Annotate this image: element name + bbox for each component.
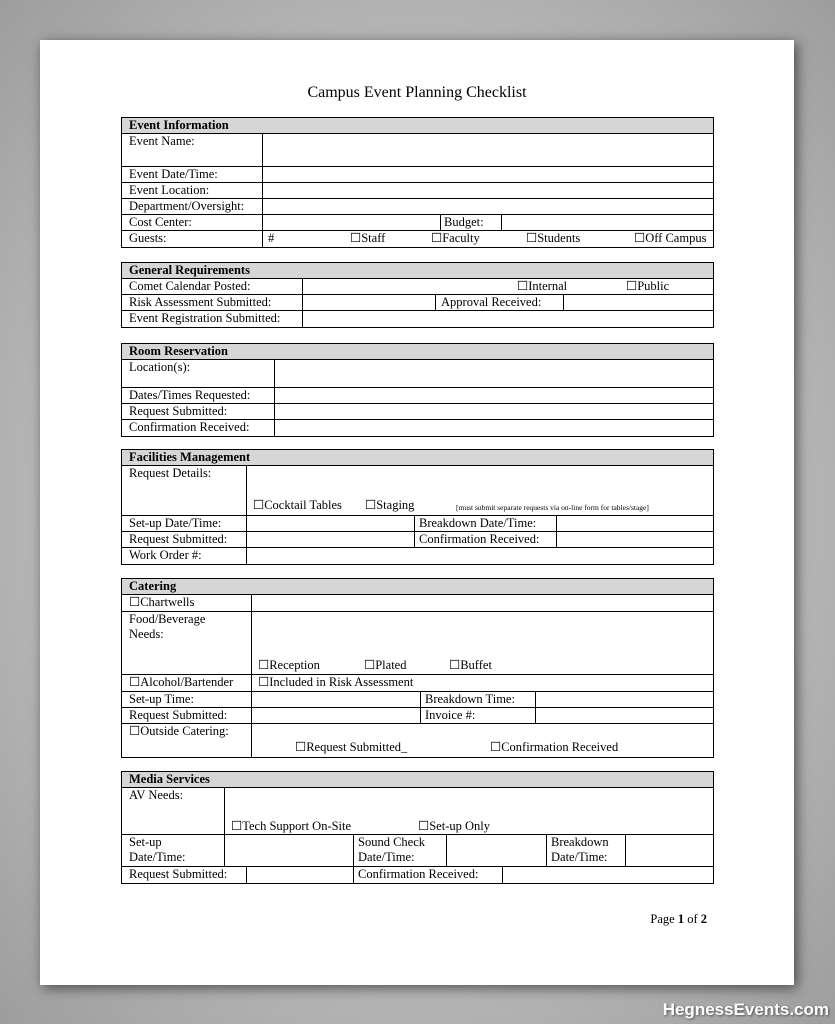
invoice-label: Invoice #: bbox=[425, 708, 476, 722]
cost-center-label: Cost Center: bbox=[129, 215, 192, 229]
section-general-requirements bbox=[121, 262, 714, 328]
checkbox-icon: ☐ bbox=[431, 231, 443, 245]
locations-label: Location(s): bbox=[129, 360, 191, 374]
event-datetime-label: Event Date/Time: bbox=[129, 167, 218, 181]
section-header: Facilities Management bbox=[122, 450, 713, 466]
checkbox-icon: ☐ bbox=[129, 724, 141, 738]
row-schedule bbox=[122, 835, 713, 867]
alcohol-bartender-checkbox[interactable]: ☐Alcohol/Bartender bbox=[129, 675, 234, 689]
checkbox-icon: ☐ bbox=[129, 595, 141, 609]
row-event-location bbox=[122, 183, 713, 199]
checkbox-icon: ☐ bbox=[626, 279, 638, 293]
setup-time-label: Set-up Time: bbox=[129, 692, 194, 706]
row-request-confirmation bbox=[122, 867, 713, 883]
request-submitted-label: Request Submitted: bbox=[129, 708, 228, 722]
plated-checkbox[interactable]: ☐Plated bbox=[364, 658, 407, 672]
section-facilities-management bbox=[121, 449, 714, 565]
row-av-needs bbox=[122, 788, 713, 835]
checkbox-icon: ☐ bbox=[418, 819, 430, 833]
row-guests bbox=[122, 231, 713, 247]
row-event-name bbox=[122, 134, 713, 167]
off-campus-checkbox[interactable]: ☐Off Campus bbox=[634, 231, 707, 245]
staff-checkbox[interactable]: ☐Staff bbox=[350, 231, 386, 245]
students-checkbox[interactable]: ☐Students bbox=[526, 231, 581, 245]
page-number: Page 1 of 2 bbox=[650, 912, 707, 926]
budget-label: Budget: bbox=[444, 215, 484, 229]
cocktail-tables-checkbox[interactable]: ☐Cocktail Tables bbox=[253, 498, 342, 512]
breakdown-label: Breakdown bbox=[551, 835, 609, 849]
confirmation-received-label: Confirmation Received: bbox=[419, 532, 540, 546]
section-header: Media Services bbox=[122, 772, 713, 788]
row-event-datetime bbox=[122, 167, 713, 183]
checkbox-icon: ☐ bbox=[258, 675, 270, 689]
checkbox-icon: ☐ bbox=[449, 658, 461, 672]
row-setup-time bbox=[122, 692, 713, 708]
guest-count-hash: # bbox=[268, 231, 275, 245]
checkbox-icon: ☐ bbox=[364, 658, 376, 672]
section-room-reservation bbox=[121, 343, 714, 437]
outside-request-submitted-checkbox[interactable]: ☐Request Submitted_ bbox=[295, 740, 408, 754]
row-risk-assessment bbox=[122, 295, 713, 311]
event-location-label: Event Location: bbox=[129, 183, 210, 197]
department-label: Department/Oversight: bbox=[129, 199, 245, 213]
section-catering bbox=[121, 578, 714, 758]
document-title: Campus Event Planning Checklist bbox=[307, 84, 527, 101]
buffet-checkbox[interactable]: ☐Buffet bbox=[449, 658, 492, 672]
row-work-order bbox=[122, 548, 713, 564]
sound-check-datetime-label: Date/Time: bbox=[358, 850, 415, 864]
section-header: Event Information bbox=[122, 118, 713, 134]
row-alcohol bbox=[122, 675, 713, 692]
dates-requested-label: Dates/Times Requested: bbox=[129, 388, 251, 402]
breakdown-time-label: Breakdown Time: bbox=[425, 692, 515, 706]
row-outside-catering bbox=[122, 724, 713, 757]
row-request-submitted bbox=[122, 404, 713, 420]
separate-request-note: [must submit separate requests via on-line form for tables/stage] bbox=[456, 503, 649, 512]
section-header: General Requirements bbox=[122, 263, 713, 279]
checkbox-icon: ☐ bbox=[231, 819, 243, 833]
risk-assessment-label: Risk Assessment Submitted: bbox=[129, 295, 272, 309]
checkbox-icon: ☐ bbox=[350, 231, 362, 245]
checkbox-icon: ☐ bbox=[253, 498, 265, 512]
confirmation-received-label: Confirmation Received: bbox=[129, 420, 250, 434]
setup-datetime-label: Set-up Date/Time: bbox=[129, 516, 222, 530]
section-event-information bbox=[121, 117, 714, 248]
comet-calendar-label: Comet Calendar Posted: bbox=[129, 279, 251, 293]
checkbox-icon: ☐ bbox=[258, 658, 270, 672]
checkbox-icon: ☐ bbox=[634, 231, 646, 245]
checkbox-icon: ☐ bbox=[526, 231, 538, 245]
internal-checkbox[interactable]: ☐Internal bbox=[517, 279, 568, 293]
row-dates-requested bbox=[122, 388, 713, 404]
request-submitted-label: Request Submitted: bbox=[129, 867, 228, 881]
av-needs-label: AV Needs: bbox=[129, 788, 184, 802]
included-risk-checkbox[interactable]: ☐Included in Risk Assessment bbox=[258, 675, 414, 689]
row-request-details bbox=[122, 466, 713, 516]
checkbox-icon: ☐ bbox=[365, 498, 377, 512]
sound-check-label: Sound Check bbox=[358, 835, 426, 849]
row-registration bbox=[122, 311, 713, 327]
public-checkbox[interactable]: ☐Public bbox=[626, 279, 670, 293]
row-locations bbox=[122, 360, 713, 388]
chartwells-checkbox[interactable]: ☐Chartwells bbox=[129, 595, 195, 609]
food-beverage-label: Food/Beverage bbox=[129, 612, 206, 626]
row-setup-datetime bbox=[122, 516, 713, 532]
guests-label: Guests: bbox=[129, 231, 167, 245]
watermark: HegnessEvents.com bbox=[662, 1000, 829, 1019]
approval-received-label: Approval Received: bbox=[441, 295, 542, 309]
setup-datetime-label: Date/Time: bbox=[129, 850, 186, 864]
event-name-label: Event Name: bbox=[129, 134, 195, 148]
checkbox-icon: ☐ bbox=[295, 740, 307, 754]
setup-label: Set-up bbox=[129, 835, 162, 849]
faculty-checkbox[interactable]: ☐Faculty bbox=[431, 231, 480, 245]
row-request-submitted bbox=[122, 532, 713, 548]
needs-label: Needs: bbox=[129, 627, 164, 641]
section-header: Catering bbox=[122, 579, 713, 595]
checkbox-icon: ☐ bbox=[129, 675, 141, 689]
confirmation-received-label: Confirmation Received: bbox=[358, 867, 479, 881]
reception-checkbox[interactable]: ☐Reception bbox=[258, 658, 320, 672]
staging-checkbox[interactable]: ☐Staging bbox=[365, 498, 415, 512]
checkbox-icon: ☐ bbox=[517, 279, 529, 293]
request-submitted-label: Request Submitted: bbox=[129, 404, 228, 418]
outside-catering-checkbox[interactable]: ☐Outside Catering: bbox=[129, 724, 229, 738]
document-page bbox=[40, 40, 794, 985]
registration-label: Event Registration Submitted: bbox=[129, 311, 281, 325]
breakdown-datetime-label: Breakdown Date/Time: bbox=[419, 516, 537, 530]
row-food-beverage bbox=[122, 612, 713, 675]
row-confirmation-received bbox=[122, 420, 713, 436]
setup-only-checkbox[interactable]: ☐Set-up Only bbox=[418, 819, 490, 833]
tech-support-checkbox[interactable]: ☐Tech Support On-Site bbox=[231, 819, 352, 833]
breakdown-datetime-label: Date/Time: bbox=[551, 850, 608, 864]
row-chartwells bbox=[122, 595, 713, 612]
row-comet-calendar bbox=[122, 279, 713, 295]
row-department bbox=[122, 199, 713, 215]
section-header: Room Reservation bbox=[122, 344, 713, 360]
outside-confirmation-checkbox[interactable]: ☐Confirmation Received bbox=[490, 740, 619, 754]
work-order-label: Work Order #: bbox=[129, 548, 202, 562]
section-media-services bbox=[121, 771, 714, 884]
row-request-submitted bbox=[122, 708, 713, 724]
request-submitted-label: Request Submitted: bbox=[129, 532, 228, 546]
checkbox-icon: ☐ bbox=[490, 740, 502, 754]
row-cost-center bbox=[122, 215, 713, 231]
request-details-label: Request Details: bbox=[129, 466, 212, 480]
